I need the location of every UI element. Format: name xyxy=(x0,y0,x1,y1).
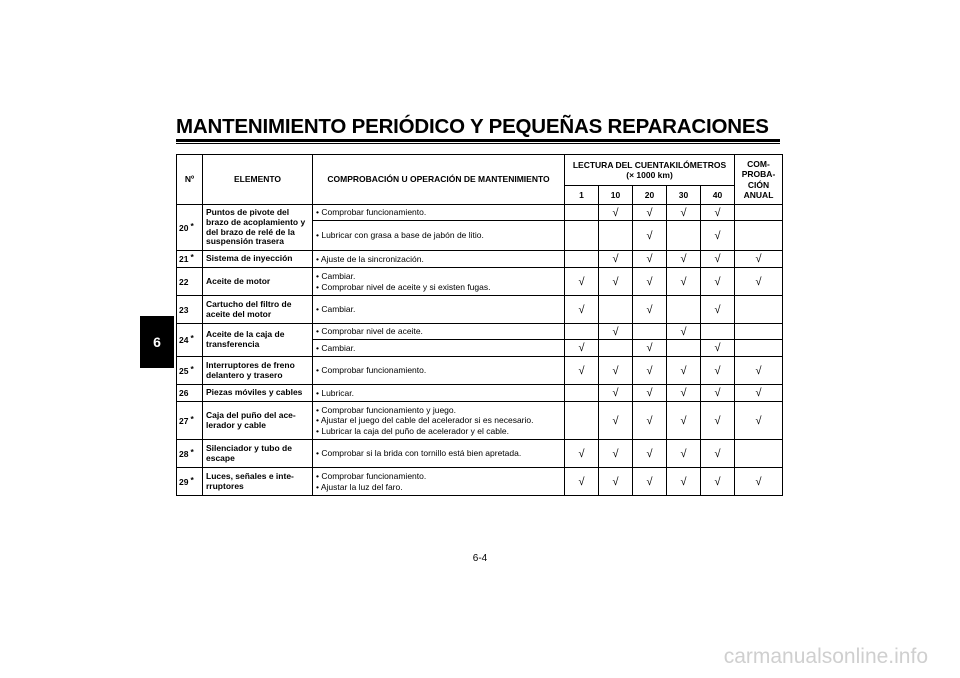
km-check-cell: √ xyxy=(667,357,701,385)
km-check-cell: √ xyxy=(701,402,735,440)
km-check-cell: √ xyxy=(701,205,735,221)
km-check-cell: √ xyxy=(633,268,667,296)
km-check-cell xyxy=(599,296,633,324)
row-number: 21 * xyxy=(177,251,203,268)
annual-check-cell: √ xyxy=(735,402,783,440)
km-check-cell: √ xyxy=(633,402,667,440)
km-check-cell: √ xyxy=(599,268,633,296)
km-check-cell: √ xyxy=(633,468,667,496)
annual-check-cell: √ xyxy=(735,268,783,296)
km-check-cell xyxy=(565,402,599,440)
row-operation: • Cambiar. xyxy=(313,340,565,357)
km-check-cell: √ xyxy=(667,268,701,296)
asterisk-marker: * xyxy=(190,220,194,231)
km-check-cell: √ xyxy=(701,385,735,402)
row-element: Cartucho del filtro de aceite del motor xyxy=(203,296,313,324)
km-check-cell: √ xyxy=(633,296,667,324)
header-km: 1 xyxy=(565,186,599,205)
maintenance-table xyxy=(176,154,783,496)
row-number: 22 xyxy=(177,268,203,296)
km-check-cell: √ xyxy=(633,221,667,251)
header-km: 10 xyxy=(599,186,633,205)
km-check-cell: √ xyxy=(599,357,633,385)
table-row xyxy=(177,468,783,496)
header-odometer-label: LECTURA DEL CUENTAKILÓMETROS xyxy=(572,159,727,170)
km-check-cell: √ xyxy=(633,340,667,357)
km-check-cell: √ xyxy=(599,468,633,496)
row-operation: • Comprobar funcionamiento y juego. • Ajustar el juego del cable del acelerador si es necesario. • Lubricar la caja del puño de acelerador y el cable. xyxy=(313,402,565,440)
title-rule-thick xyxy=(176,139,780,142)
annual-check-cell xyxy=(735,340,783,357)
asterisk-marker: * xyxy=(190,333,194,343)
km-check-cell: √ xyxy=(565,268,599,296)
row-operation: • Comprobar funcionamiento. xyxy=(313,357,565,385)
asterisk-marker: * xyxy=(190,413,194,424)
table-row xyxy=(177,205,783,221)
row-number: 29 * xyxy=(177,468,203,496)
header-km: 20 xyxy=(633,186,667,205)
annual-check-cell xyxy=(735,324,783,340)
row-operation: • Lubricar. xyxy=(313,385,565,402)
km-check-cell: √ xyxy=(565,296,599,324)
km-check-cell: √ xyxy=(599,251,633,268)
km-check-cell xyxy=(667,221,701,251)
row-element: Silenciador y tubo de escape xyxy=(203,440,313,468)
row-number: 28 * xyxy=(177,440,203,468)
annual-check-cell xyxy=(735,205,783,221)
annual-check-cell xyxy=(735,440,783,468)
header-element: ELEMENTO xyxy=(203,155,313,205)
row-element: Luces, señales e inte-rruptores xyxy=(203,468,313,496)
km-check-cell: √ xyxy=(565,357,599,385)
watermark: carmanualsonline.info xyxy=(723,645,928,668)
row-number: 26 xyxy=(177,385,203,402)
km-check-cell: √ xyxy=(667,251,701,268)
row-number: 23 xyxy=(177,296,203,324)
row-operation: • Ajuste de la sincronización. xyxy=(313,251,565,268)
header-km: 40 xyxy=(701,186,735,205)
km-check-cell: √ xyxy=(565,440,599,468)
km-check-cell: √ xyxy=(633,357,667,385)
page-number: 6-4 xyxy=(472,553,488,564)
km-check-cell xyxy=(565,251,599,268)
row-element: Aceite de la caja de transferencia xyxy=(203,324,313,357)
km-check-cell: √ xyxy=(701,296,735,324)
row-number: 27 * xyxy=(177,402,203,440)
km-check-cell: √ xyxy=(633,251,667,268)
km-check-cell xyxy=(667,296,701,324)
row-element: Caja del puño del ace-lerador y cable xyxy=(203,402,313,440)
annual-check-cell: √ xyxy=(735,251,783,268)
row-operation: • Comprobar nivel de aceite. xyxy=(313,324,565,340)
row-element: Piezas móviles y cables xyxy=(203,385,313,402)
km-check-cell: √ xyxy=(667,402,701,440)
km-check-cell: √ xyxy=(701,251,735,268)
asterisk-marker: * xyxy=(190,446,194,457)
annual-check-cell: √ xyxy=(735,385,783,402)
table-row xyxy=(177,251,783,268)
km-check-cell xyxy=(599,221,633,251)
annual-check-cell: √ xyxy=(735,468,783,496)
km-check-cell xyxy=(633,324,667,340)
annual-check-cell xyxy=(735,296,783,324)
km-check-cell: √ xyxy=(667,385,701,402)
row-element: Interruptores de freno delantero y trasero xyxy=(203,357,313,385)
row-number: 25 * xyxy=(177,357,203,385)
header-km: 30 xyxy=(667,186,701,205)
annual-check-cell xyxy=(735,221,783,251)
row-operation: • Cambiar. • Comprobar nivel de aceite y si existen fugas. xyxy=(313,268,565,296)
km-check-cell: √ xyxy=(701,268,735,296)
km-check-cell xyxy=(667,340,701,357)
km-check-cell: √ xyxy=(633,385,667,402)
row-element: Sistema de inyección xyxy=(203,251,313,268)
km-check-cell: √ xyxy=(565,468,599,496)
km-check-cell xyxy=(565,324,599,340)
row-operation: • Comprobar funcionamiento. • Ajustar la luz del faro. xyxy=(313,468,565,496)
km-check-cell: √ xyxy=(565,340,599,357)
row-operation: • Comprobar funcionamiento. xyxy=(313,205,565,221)
km-check-cell: √ xyxy=(667,324,701,340)
km-check-cell: √ xyxy=(701,468,735,496)
table-body xyxy=(177,205,783,496)
table-row xyxy=(177,402,783,440)
km-check-cell xyxy=(565,205,599,221)
km-check-cell xyxy=(599,340,633,357)
km-check-cell xyxy=(565,385,599,402)
annual-check-cell: √ xyxy=(735,357,783,385)
asterisk-marker: * xyxy=(190,252,194,262)
asterisk-marker: * xyxy=(190,474,194,485)
section-tab: 6 xyxy=(140,316,174,368)
km-check-cell: √ xyxy=(599,205,633,221)
km-check-cell xyxy=(565,221,599,251)
km-check-cell: √ xyxy=(667,205,701,221)
header-odometer-unit: (× 1000 km) xyxy=(626,170,673,180)
table-row xyxy=(177,440,783,468)
km-check-cell xyxy=(701,324,735,340)
km-check-cell: √ xyxy=(701,340,735,357)
table-row xyxy=(177,296,783,324)
km-check-cell: √ xyxy=(701,221,735,251)
km-check-cell: √ xyxy=(633,205,667,221)
km-check-cell: √ xyxy=(667,440,701,468)
table-row xyxy=(177,357,783,385)
header-no: Nº xyxy=(177,155,203,205)
row-number: 20 * xyxy=(177,205,203,251)
table-row xyxy=(177,385,783,402)
km-check-cell: √ xyxy=(701,357,735,385)
table-row xyxy=(177,268,783,296)
km-check-cell: √ xyxy=(599,402,633,440)
km-check-cell: √ xyxy=(667,468,701,496)
header-operation: COMPROBACIÓN U OPERACIÓN DE MANTENIMIENTO xyxy=(313,155,565,205)
asterisk-marker: * xyxy=(190,363,194,374)
row-element: Aceite de motor xyxy=(203,268,313,296)
header-odometer xyxy=(565,155,735,186)
km-check-cell: √ xyxy=(599,385,633,402)
row-operation: • Lubricar con grasa a base de jabón de litio. xyxy=(313,221,565,251)
header-annual: COM- PROBA- CIÓN ANUAL xyxy=(735,155,783,205)
row-number: 24 * xyxy=(177,324,203,357)
row-element: Puntos de pivote del brazo de acoplamiento y del brazo de relé de la suspensión trasera xyxy=(203,205,313,251)
row-operation: • Comprobar si la brida con tornillo está bien apretada. xyxy=(313,440,565,468)
km-check-cell: √ xyxy=(599,324,633,340)
title-rule-thin xyxy=(176,143,780,144)
row-operation: • Cambiar. xyxy=(313,296,565,324)
table-row xyxy=(177,324,783,340)
km-check-cell: √ xyxy=(599,440,633,468)
km-check-cell: √ xyxy=(633,440,667,468)
page-title: MANTENIMIENTO PERIÓDICO Y PEQUEÑAS REPARACIONES xyxy=(176,115,769,138)
km-check-cell: √ xyxy=(701,440,735,468)
